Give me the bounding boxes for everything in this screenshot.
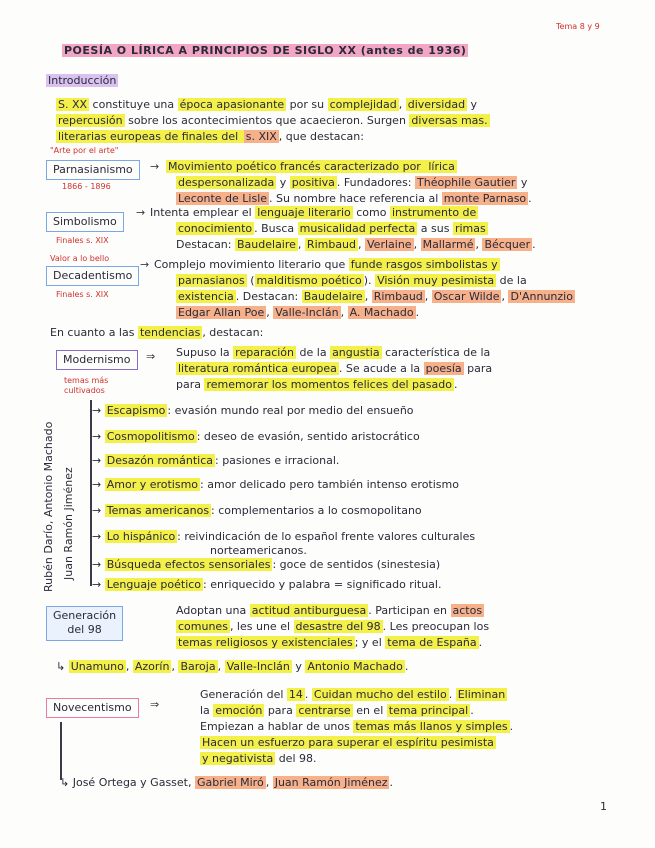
nov-line-2: la emoción para centrarse en el tema principal .: [200, 704, 474, 717]
parnas-note: "Arte por el arte": [50, 146, 119, 155]
tendencias-line: En cuanto a las tendencias , destacan:: [50, 326, 264, 339]
simbol-dates: Finales s. XIX: [56, 236, 109, 245]
simbol-label: Simbolismo: [46, 212, 124, 232]
intro-heading: Introducción: [48, 74, 117, 87]
intro-line-2: repercusión sobre los acontecimientos que acaecieron. Surgen diversas mas.: [58, 114, 488, 127]
modern-line-2: literatura romántica europea . Se acude a la poesía para: [178, 362, 493, 375]
list-item: → Lenguaje poético : enriquecido y palabra = significado ritual.: [92, 578, 442, 591]
decad-label: Decadentismo: [46, 266, 139, 286]
decad-line-4: Edgar Allan Poe , Valle-Inclán , A. Machado .: [178, 306, 420, 319]
list-item: → Búsqueda efectos sensoriales : goce de sentidos (sinestesia): [92, 558, 441, 571]
decad-dates: Finales s. XIX: [56, 290, 109, 299]
parnas-dates: 1866 - 1896: [62, 182, 111, 191]
modern-sub-2: cultivados: [64, 386, 105, 395]
decad-note: Valor a lo bello: [50, 254, 110, 263]
modern-line-3: para rememorar los momentos felices del pasado .: [176, 378, 458, 391]
nov-label: Novecentismo: [46, 698, 139, 718]
intro-line-3: literarias europeas de finales del s. XIX , que destacan:: [58, 130, 364, 143]
g98-line-1: Adoptan una actitud antiburguesa . Participan en actos: [176, 604, 483, 617]
arrow-icon: →: [150, 160, 160, 173]
nov-line-5: y negativista del 98.: [202, 752, 317, 765]
simbol-line-3: Destacan: Baudelaire , Rimbaud , Verlaine , Mallarmé , Bécquer .: [176, 238, 536, 251]
decad-line-3: existencia . Destacan: Baudelaire , Rimbaud , Oscar Wilde , D'Annunzio: [178, 290, 573, 303]
list-item: → Escapismo : evasión mundo real por medio del ensueño: [92, 404, 414, 417]
nov-line-1: Generación del 14 . Cuidan mucho del estilo . Eliminan: [200, 688, 506, 701]
modern-label: Modernismo: [56, 350, 138, 370]
modern-line-1: Supuso la reparación de la angustia característica de la: [176, 346, 491, 359]
nov-line-4: Hacen un esfuerzo para superar el espíritu pesimista: [202, 736, 494, 749]
parnas-label: Parnasianismo: [46, 160, 140, 180]
list-item: → Amor y erotismo : amor delicado pero también intenso erotismo: [92, 478, 459, 491]
authors-vertical-2: Juan Ramón Jiménez: [62, 467, 75, 580]
tema-label: Tema 8 y 9: [556, 22, 600, 31]
authors-vertical-1: Rubén Darío, Antonio Machado: [42, 421, 55, 592]
list-item: → Temas americanos : complementarios a lo cosmopolitano: [92, 504, 422, 517]
g98-authors: ↳ Unamuno , Azorín , Baroja , Valle-Inclán y Antonio Machado .: [56, 660, 409, 673]
list-item: → Lo hispánico : reivindicación de lo español frente valores culturales: [92, 530, 476, 543]
nov-line-3: Empiezan a hablar de unos temas más llanos y simples .: [200, 720, 514, 733]
page-title: POESÍA O LÍRICA A PRINCIPIOS DE SIGLO XX (antes de 1936): [64, 44, 467, 57]
list-item: → Desazón romántica : pasiones e irracional.: [92, 454, 340, 467]
simbol-line-1: Intenta emplear el lenguaje literario como instrumento de: [150, 206, 477, 219]
list-item: → Cosmopolitismo : deseo de evasión, sentido aristocrático: [92, 430, 420, 443]
intro-line-1: S. XX constituye una época apasionante por su complejidad , diversidad y: [58, 98, 478, 111]
g98-line-3: temas religiosos y existenciales ; y el tema de España .: [178, 636, 483, 649]
arrow-icon: →: [140, 258, 150, 271]
arrow-icon: ⇒: [150, 698, 160, 711]
arrow-icon: →: [136, 206, 146, 219]
g98-line-2: comunes , les une el desastre del 98 . Les preocupan los: [178, 620, 490, 633]
parnas-line-3: Leconte de Lisle . Su nombre hace referencia al monte Parnaso .: [178, 192, 532, 205]
nov-authors: ↳ José Ortega y Gasset, Gabriel Miró , Juan Ramón Jiménez .: [60, 776, 393, 789]
decad-line-2: parnasianos ( malditismo poético ). Visión muy pesimista de la: [178, 274, 527, 287]
parnas-line-1: Movimiento poético francés caracterizado por lírica: [168, 160, 455, 173]
page-number: 1: [600, 800, 607, 813]
modern-sub-1: temas más: [64, 376, 109, 385]
simbol-line-2: conocimiento . Busca musicalidad perfecta a sus rimas: [178, 222, 486, 235]
tree-trunk: [60, 722, 62, 780]
decad-line-1: Complejo movimiento literario que funde rasgos simbolistas y: [154, 258, 498, 271]
g98-label: Generación del 98: [46, 606, 123, 641]
parnas-line-2: despersonalizada y positiva . Fundadores: Théophile Gautier y: [178, 176, 528, 189]
arrow-icon: ⇒: [146, 350, 156, 363]
list-item-continuation: norteamericanos.: [210, 544, 307, 557]
